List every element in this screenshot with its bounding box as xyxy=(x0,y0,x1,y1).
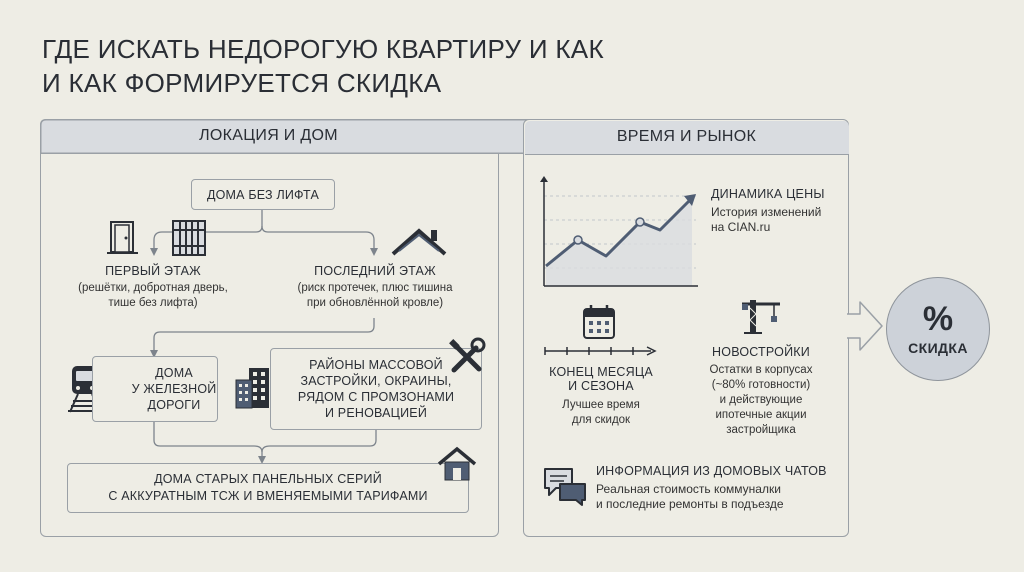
house-chats-title: ИНФОРМАЦИЯ ИЗ ДОМОВЫХ ЧАТОВ xyxy=(596,464,827,478)
right-panel-header xyxy=(525,121,849,155)
no-elevator-label: ДОМА БЕЗ ЛИФТА xyxy=(206,187,320,202)
first-floor-title: ПЕРВЫЙ ЭТАЖ xyxy=(105,264,201,278)
top-floor-note-2: при обновлённой кровле) xyxy=(306,297,444,309)
price-dynamics-title: ДИНАМИКА ЦЕНЫ xyxy=(711,187,825,201)
house-chats-block xyxy=(596,464,846,512)
first-floor-note-1: (решётки, добротная дверь, xyxy=(78,282,228,294)
month-end-title-1: КОНЕЦ МЕСЯЦА xyxy=(549,365,653,379)
month-end-note-2: для скидок xyxy=(571,414,631,426)
top-floor-note-1: (риск протечек, плюс тишина xyxy=(297,282,453,294)
month-end-note-1: Лучшее время xyxy=(562,399,640,411)
arrow-to-discount xyxy=(846,300,886,352)
no-elevator-box xyxy=(191,179,335,210)
month-end-block xyxy=(536,365,666,428)
discount-label: СКИДКА xyxy=(908,340,968,356)
first-floor-block xyxy=(58,264,248,311)
title-line-2: И КАК ФОРМИРУЕТСЯ СКИДКА xyxy=(42,68,442,98)
month-end-title-2: И СЕЗОНА xyxy=(568,379,634,393)
right-panel-header-label: ВРЕМЯ И РЫНОК xyxy=(616,128,757,145)
window-bars-icon xyxy=(170,218,210,263)
discount-symbol: % xyxy=(922,300,954,338)
mass-districts-line-4: И РЕНОВАЦИЕЙ xyxy=(324,406,428,420)
panel-series-line-1: ДОМА СТАРЫХ ПАНЕЛЬНЫХ СЕРИЙ xyxy=(154,472,382,486)
panel-series-line-2: С АККУРАТНЫМ ТСЖ И ВМЕНЯЕМЫМИ ТАРИФАМИ xyxy=(108,489,428,503)
new-buildings-note-3: и действующие xyxy=(719,394,803,406)
roof-icon xyxy=(390,224,448,265)
left-panel-header: ЛОКАЦИЯ И ДОМ xyxy=(199,127,338,144)
discount-circle xyxy=(886,277,990,381)
top-floor-block xyxy=(275,264,475,311)
mass-districts-line-1: РАЙОНЫ МАССОВОЙ xyxy=(309,358,443,372)
price-dynamics-note-2: на CIAN.ru xyxy=(711,220,771,234)
railway-box xyxy=(92,356,218,422)
first-floor-note-2: тише без лифта) xyxy=(108,297,198,309)
railway-line-3: ДОРОГИ xyxy=(147,398,201,412)
mass-districts-line-3: РЯДОМ С ПРОМЗОНАМИ xyxy=(297,390,455,404)
buildings-icon xyxy=(233,364,273,415)
panel-series-box xyxy=(67,463,469,513)
line-chart-icon xyxy=(536,176,706,294)
mass-districts-line-2: ЗАСТРОЙКИ, ОКРАИНЫ, xyxy=(300,374,452,388)
railway-line-1: ДОМА xyxy=(155,366,193,380)
crane-icon xyxy=(740,298,784,339)
new-buildings-title: НОВОСТРОЙКИ xyxy=(712,345,810,359)
door-icon xyxy=(106,220,140,261)
house-chats-note-1: Реальная стоимость коммуналки xyxy=(596,482,781,496)
chat-icon xyxy=(542,466,588,511)
timeline-icon xyxy=(543,344,659,358)
house-chats-note-2: и последние ремонты в подъезде xyxy=(596,497,784,511)
price-dynamics-block xyxy=(711,187,841,235)
house-icon xyxy=(436,446,478,487)
new-buildings-note-2: (~80% готовности) xyxy=(711,379,811,391)
new-buildings-block xyxy=(696,345,826,438)
top-floor-title: ПОСЛЕДНИЙ ЭТАЖ xyxy=(314,264,436,278)
title-line-1: ГДЕ ИСКАТЬ НЕДОРОГУЮ КВАРТИРУ И КАК xyxy=(42,34,604,64)
railway-line-2: У ЖЕЛЕЗНОЙ xyxy=(131,382,217,396)
new-buildings-note-1: Остатки в корпусах xyxy=(709,364,813,376)
new-buildings-note-5: застройщика xyxy=(726,424,796,436)
price-dynamics-note-1: История изменений xyxy=(711,205,822,219)
new-buildings-note-4: ипотечные акции xyxy=(715,409,807,421)
calendar-icon xyxy=(582,304,616,345)
tools-icon xyxy=(446,336,488,383)
